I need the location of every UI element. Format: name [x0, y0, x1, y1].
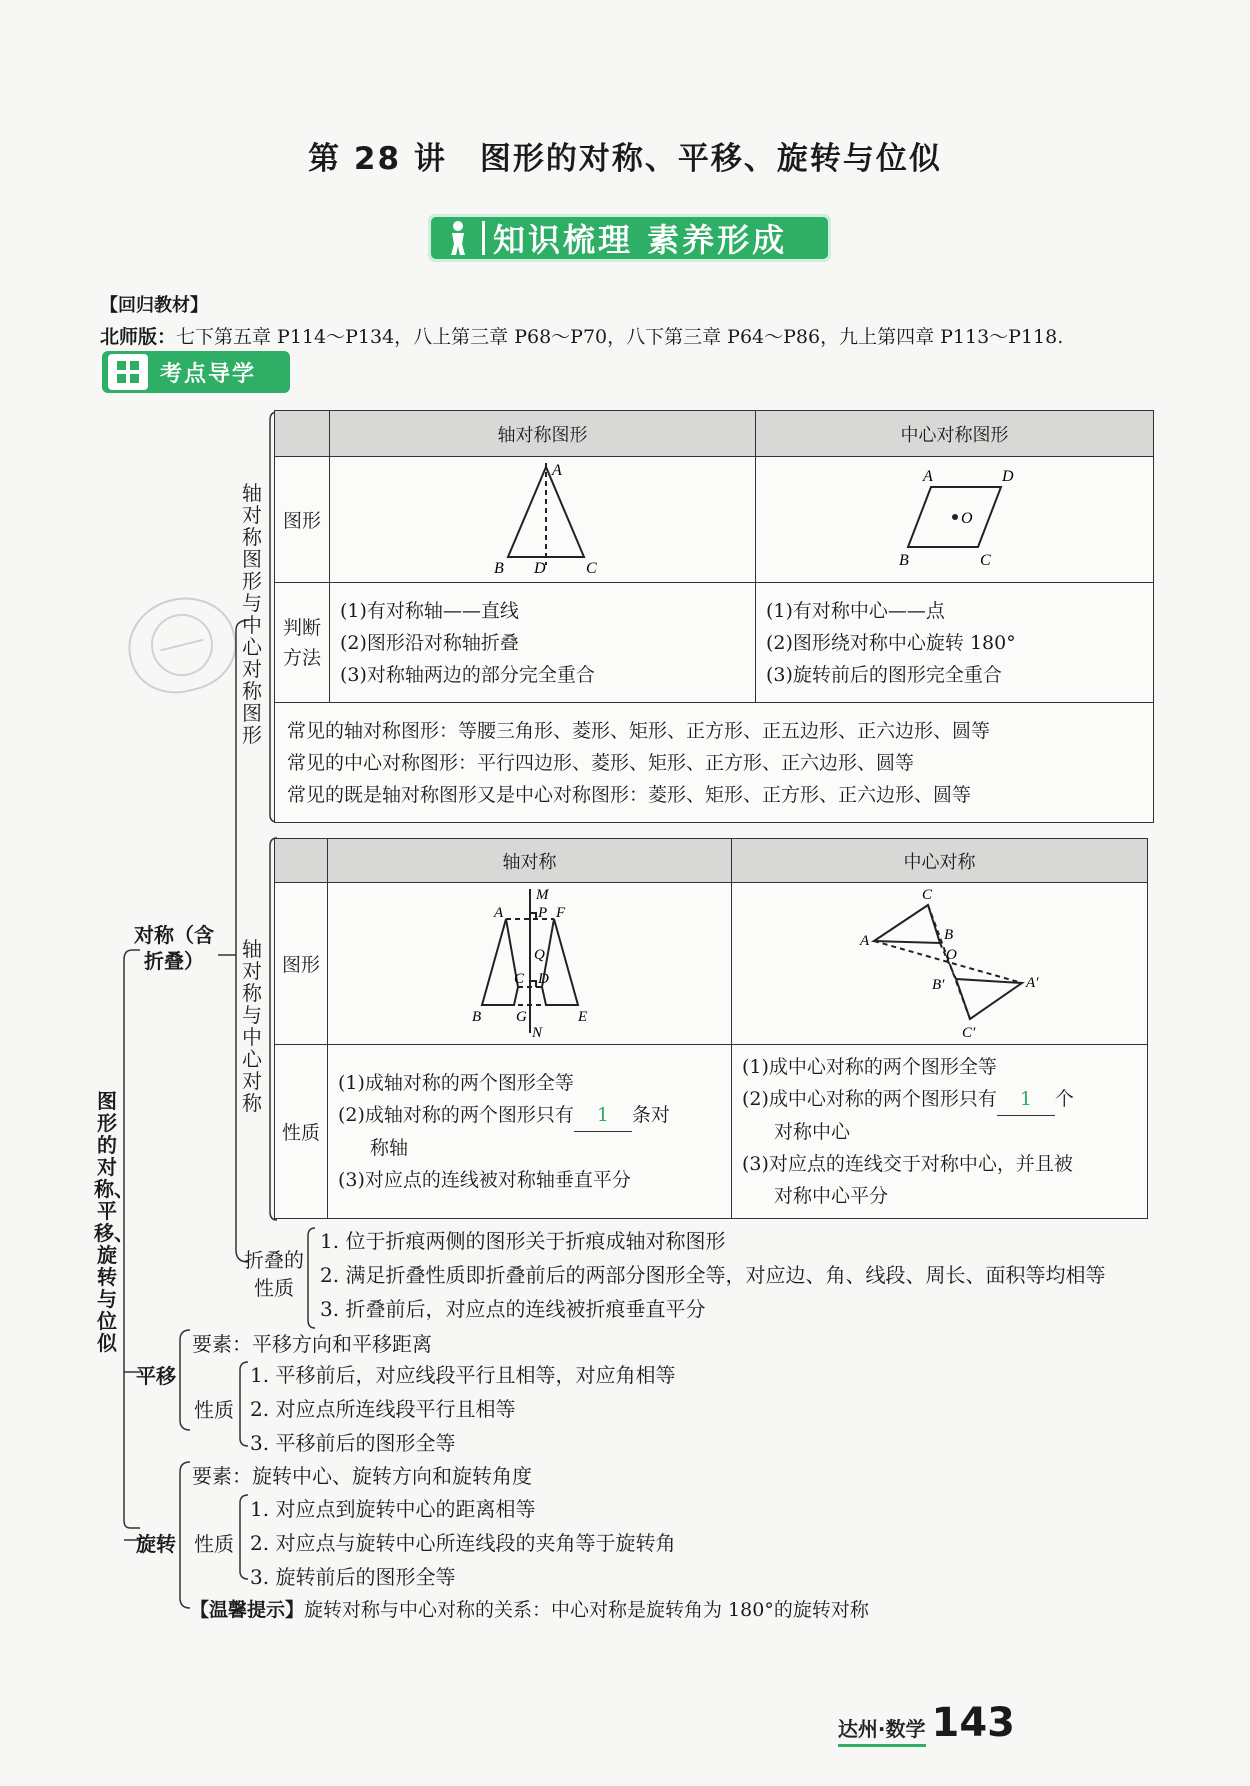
translation-element: 要素：平移方向和平移距离 — [192, 1332, 432, 1356]
translation-item-3: 3. 平移前后的图形全等 — [250, 1431, 456, 1455]
center-symmetry-diagram — [742, 883, 1137, 1039]
label-a: A — [923, 468, 933, 485]
symmetry-label: 对称（含折叠） — [134, 923, 214, 973]
translation-properties — [250, 1358, 675, 1460]
translation-item-2: 2. 对应点所连线段平行且相等 — [250, 1397, 516, 1421]
table2-row-property-label: 性质 — [275, 1045, 328, 1219]
table1-header-axis: 轴对称图形 — [330, 411, 756, 457]
label-o: O — [961, 510, 973, 527]
label-b: B — [494, 560, 504, 577]
table1-side-label: 轴对称图形与中心对称图形 — [242, 481, 262, 747]
root-label: 图形的对称、平移、旋转与位似 — [94, 1089, 134, 1355]
label-b-prime: B′ — [932, 977, 945, 993]
page-title: 第 28 讲 图形的对称、平移、旋转与位似 — [308, 141, 942, 177]
axis-symmetric-figure — [330, 457, 756, 583]
center-property-2-cont: 对称中心 — [774, 1121, 851, 1143]
rotation-properties — [250, 1492, 675, 1594]
axis-method-3: (3)对称轴两边的部分完全重合 — [340, 663, 595, 686]
axis-property-2 — [338, 1099, 721, 1132]
center-method-1: (1)有对称中心——点 — [766, 599, 945, 622]
rotation-item-1: 1. 对应点到旋转中心的距离相等 — [250, 1497, 536, 1521]
axis-property-3: (3)对应点的连线被对称轴垂直平分 — [338, 1169, 631, 1191]
center-method-2: (2)图形绕对称中心旋转 180° — [766, 631, 1016, 654]
axis-property-2-pre: (2)成轴对称的两个图形只有 — [338, 1104, 574, 1126]
folding-label: 折叠的性质 — [244, 1248, 304, 1300]
common-axis-figures: 常见的轴对称图形：等腰三角形、菱形、矩形、正方形、正五边形、正六边形、圆等 — [287, 719, 991, 742]
axis-property-2-cont: 称轴 — [370, 1137, 409, 1159]
folding-item-1: 1. 位于折痕两侧的图形关于折痕成轴对称图形 — [320, 1229, 726, 1253]
translation-label: 平移 — [136, 1364, 176, 1388]
center-property-2 — [742, 1083, 1137, 1116]
chapter-refs: 七下第五章 P114～P134，八上第三章 P68～P70，八下第三章 P64～P86，九上第四章 P113～P118. — [176, 326, 1064, 348]
table1-row-figure-label: 图形 — [275, 457, 330, 583]
label-c-prime: C′ — [962, 1025, 976, 1039]
label-d: D — [1002, 468, 1014, 485]
table1-row-method-label — [275, 583, 330, 703]
isosceles-triangle-figure — [340, 457, 745, 577]
axis-method-1: (1)有对称轴——直线 — [340, 599, 519, 622]
table2-row-figure-label: 图形 — [275, 883, 328, 1045]
label-c: C — [514, 971, 525, 987]
folding-item-3: 3. 折叠前后，对应点的连线被折痕垂直平分 — [320, 1297, 706, 1321]
center-property-2-pre: (2)成中心对称的两个图形只有 — [742, 1088, 997, 1110]
axis-property-2-post: 条对 — [631, 1104, 670, 1126]
footer-region: 达州·数学 — [838, 1713, 926, 1747]
center-symmetric-figure — [756, 457, 1154, 583]
symmetry-properties-table — [274, 838, 1148, 1219]
rotation-label: 旋转 — [136, 1532, 176, 1556]
label-f: F — [556, 905, 566, 921]
label-e: E — [578, 1009, 588, 1025]
label-c: C — [922, 887, 933, 903]
banner-text: 知识梳理 素养形成 — [493, 221, 788, 259]
rotation-property-label: 性质 — [194, 1532, 234, 1556]
page-footer — [838, 1700, 1015, 1747]
label-b: B — [472, 1009, 482, 1025]
label-c: C — [980, 552, 991, 569]
rotation-item-3: 3. 旋转前后的图形全等 — [250, 1565, 456, 1589]
center-property-cell — [732, 1045, 1148, 1219]
label-m: M — [536, 887, 549, 903]
axis-symmetry-figure — [328, 883, 732, 1045]
translation-property-label: 性质 — [194, 1398, 234, 1422]
label-b: B — [899, 552, 909, 569]
table2-header-center: 中心对称 — [732, 839, 1148, 883]
axis-symmetry-diagram — [338, 883, 721, 1039]
label-q: Q — [534, 947, 545, 963]
label-a: A — [494, 905, 504, 921]
label-g: G — [516, 1009, 527, 1025]
symmetry-figures-table — [274, 410, 1154, 823]
center-method-cell — [756, 583, 1154, 703]
label-c: C — [586, 560, 597, 577]
center-property-3-cont: 对称中心平分 — [774, 1185, 889, 1207]
tip-label: 【温馨提示】 — [190, 1599, 305, 1621]
label-n: N — [532, 1025, 543, 1039]
table1-corner — [275, 411, 330, 457]
label-a: A — [860, 933, 870, 949]
page-number: 143 — [931, 1700, 1015, 1746]
translation-item-1: 1. 平移前后，对应线段平行且相等，对应角相等 — [250, 1363, 676, 1387]
textbook-heading: 【回归教材】 — [100, 295, 208, 316]
table1-header-center: 中心对称图形 — [756, 411, 1154, 457]
center-method-3: (3)旋转前后的图形完全重合 — [766, 663, 1002, 686]
kaodian-label: 考点导学 — [160, 361, 257, 387]
table2-corner — [275, 839, 328, 883]
label-a-prime: A′ — [1026, 975, 1039, 991]
center-answer-blank: 1 — [997, 1083, 1055, 1116]
label-b: B — [944, 927, 954, 943]
table2-header-axis: 轴对称 — [328, 839, 732, 883]
parallelogram-figure — [766, 457, 1143, 577]
rotation-element: 要素：旋转中心、旋转方向和旋转角度 — [192, 1464, 532, 1488]
table2-side-label: 轴对称与中心对称 — [242, 937, 262, 1115]
label-o: O — [946, 947, 957, 963]
axis-method-2: (2)图形沿对称轴折叠 — [340, 631, 519, 654]
label-a: A — [552, 462, 562, 479]
folding-properties — [320, 1224, 1105, 1326]
label-d: D — [534, 560, 546, 577]
axis-answer-blank: 1 — [574, 1099, 632, 1132]
common-figures-cell — [275, 703, 1154, 823]
center-symmetry-figure — [732, 883, 1148, 1045]
label-d: D — [538, 971, 549, 987]
rotation-item-2: 2. 对应点与旋转中心所连线段的夹角等于旋转角 — [250, 1531, 676, 1555]
axis-method-cell — [330, 583, 756, 703]
tip-text: 旋转对称与中心对称的关系：中心对称是旋转角为 180°的旋转对称 — [304, 1599, 869, 1621]
common-both-figures: 常见的既是轴对称图形又是中心对称图形：菱形、矩形、正方形、正六边形、圆等 — [287, 783, 972, 806]
label-p: P — [538, 905, 548, 921]
method-label-text: 判断方法 — [282, 616, 321, 669]
axis-property-cell — [328, 1045, 732, 1219]
center-property-3: (3)对应点的连线交于对称中心，并且被 — [742, 1153, 1073, 1175]
axis-property-1: (1)成轴对称的两个图形全等 — [338, 1072, 574, 1094]
common-center-figures: 常见的中心对称图形：平行四边形、菱形、矩形、正方形、正六边形、圆等 — [287, 751, 915, 774]
warm-tip — [190, 1595, 869, 1622]
center-property-1: (1)成中心对称的两个图形全等 — [742, 1056, 997, 1078]
center-property-2-post: 个 — [1054, 1088, 1074, 1110]
edition-label: 北师版： — [100, 326, 177, 348]
folding-item-2: 2. 满足折叠性质即折叠前后的两部分图形全等，对应边、角、线段、周长、面积等均相等 — [320, 1263, 1106, 1287]
